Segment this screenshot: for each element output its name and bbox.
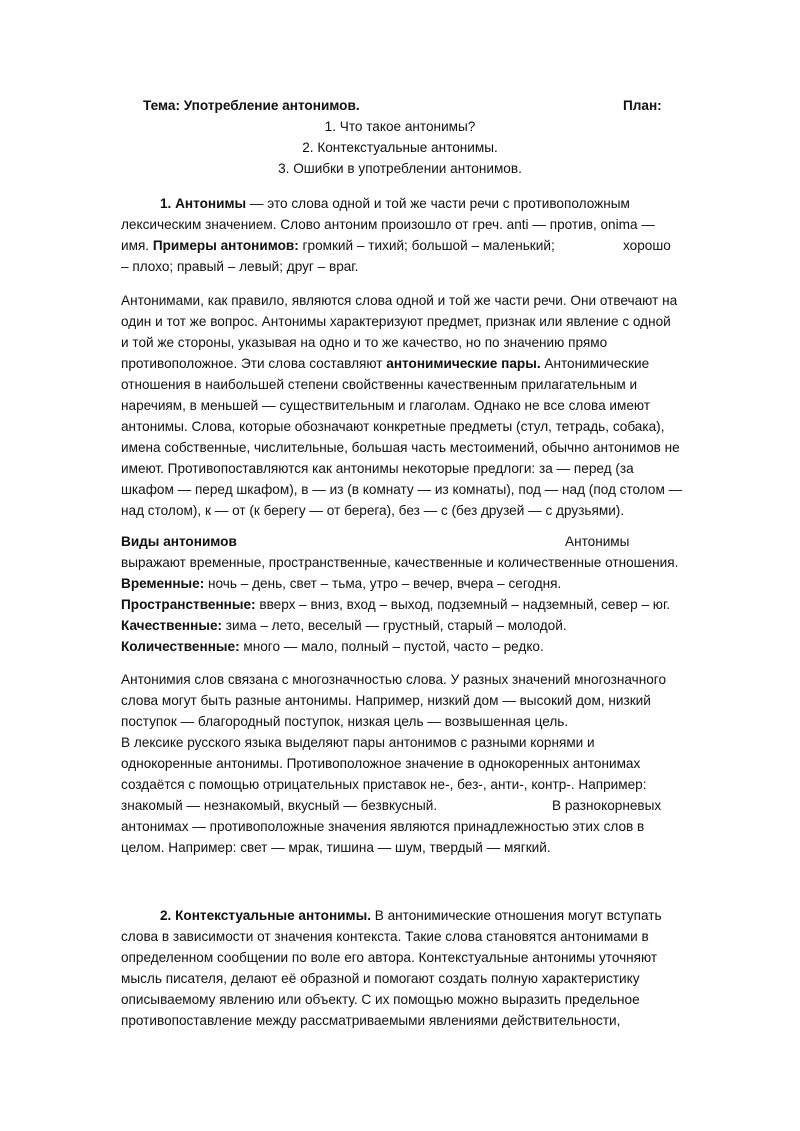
paragraph-line: целом. Например: свет — мрак, тишина — шум, твердый — мягкий. (121, 840, 551, 855)
plan-item: 2. Контекстуальные антонимы. (302, 140, 498, 155)
paragraph-line: наречиям, в меньшей — существительным и глаголам. Однако не все слова имеют (121, 398, 651, 413)
paragraph-line: Антонимы (565, 534, 630, 549)
plan-item: 1. Что такое антонимы? (324, 119, 476, 134)
paragraph-line: выражают временные, пространственные, качественные и количественные отношения. (121, 555, 679, 570)
paragraph-line: антонимах — противоположные значения являются принадлежностью этих слов в (121, 819, 645, 834)
type-item: Качественные: зима – лето, веселый — грустный, старый – молодой. (121, 618, 567, 633)
paragraph-line: лексическим значением. Слово антоним произошло от греч. anti — против, onima — (121, 217, 655, 232)
types-heading: Виды антонимов (121, 534, 237, 549)
type-item: Временные: ночь – день, свет – тьма, утро – вечер, вчера – сегодня. (121, 576, 562, 591)
paragraph-line: описываемому явлению или объекту. С их помощью можно выразить предельное (121, 992, 640, 1007)
paragraph-line: – плохо; правый – левый; друг – враг. (121, 259, 359, 274)
paragraph-line: В разнокорневых (552, 798, 662, 813)
plan-item: 3. Ошибки в употреблении антонимов. (278, 161, 522, 176)
paragraph-line: имя. Примеры антонимов: громкий – тихий; большой – маленький; (121, 238, 555, 253)
section-heading: 2. Контекстуальные антонимы. (160, 908, 371, 923)
paragraph-line: Антонимия слов связана с многозначностью слова. У разных значений многозначного (121, 672, 667, 687)
paragraph-line: создаётся с помощью отрицательных приставок не-, без-, анти-, контр-. Например: (121, 777, 647, 792)
paragraph-line: отношения в наибольшей степени свойственны качественным прилагательным и (121, 377, 638, 392)
paragraph-line: хорошо (623, 238, 671, 253)
antonym-pairs-term: антонимические пары. (386, 356, 541, 371)
paragraph-line: 2. Контекстуальные антонимы. В антонимические отношения могут вступать (160, 908, 662, 923)
plan-label: План: (623, 98, 662, 113)
paragraph-line: слова в зависимости от значения контекста. Такие слова становятся антонимами в (121, 929, 649, 944)
paragraph-line: Антонимами, как правило, являются слова одной и той же части речи. Они отвечают на (121, 293, 678, 308)
paragraph-line: над столом), к — от (к берегу — от берега), без — с (без друзей — с друзьями). (121, 503, 625, 518)
type-item: Пространственные: вверх – вниз, вход – выход, подземный – надземный, север – юг. (121, 597, 671, 612)
paragraph-line: противопоставление между рассматриваемыми явлениями действительности, (121, 1013, 621, 1028)
paragraph-line: поступок — благородный поступок, низкая цель — возвышенная цель. (121, 714, 569, 729)
paragraph-line: слова могут быть разные антонимы. Например, низкий дом — высокий дом, низкий (121, 693, 651, 708)
paragraph-line: однокоренные антонимы. Противоположное значение в однокоренных антонимах (121, 756, 641, 771)
paragraph-line: определенном сообщении по воле его автора. Контекстуальные антонимы уточняют (121, 950, 658, 965)
paragraph-line: мысль писателя, делают её образной и помогают создать полную характеристику (121, 971, 640, 986)
paragraph-line: противоположное. Эти слова составляют антонимические пары. Антонимические (121, 356, 650, 371)
paragraph-line: и той же стороны, указывая на одно и то же качество, но по значению прямо (121, 335, 608, 350)
section-heading: 1. Антонимы (160, 196, 247, 211)
paragraph-line: имеют. Противопоставляются как антонимы некоторые предлоги: за — перед (за (121, 461, 634, 476)
paragraph-line: антонимы. Слова, которые обозначают конкретные предметы (стул, тетрадь, собака), (121, 419, 665, 434)
paragraph-line: В лексике русского языка выделяют пары антонимов с разными корнями и (121, 735, 595, 750)
examples-label: Примеры антонимов: (152, 238, 299, 253)
paragraph-line: один и тот же вопрос. Антонимы характеризуют предмет, признак или явление с одной (121, 314, 671, 329)
paragraph-line: знакомый — незнакомый, вкусный — безвкусный. (121, 798, 438, 813)
paragraph-line: 1. Антонимы — это слова одной и той же части речи с противоположным (160, 196, 630, 211)
type-item: Количественные: много — мало, полный – пустой, часто – редко. (121, 639, 544, 654)
topic-title: Тема: Употребление антонимов. (143, 98, 360, 113)
paragraph-line: имена собственные, числительные, большая часть местоимений, обычно антонимов не (121, 440, 680, 455)
paragraph-line: шкафом — перед шкафом), в — из (в комнату — из комнаты), под — над (под столом — (121, 482, 683, 497)
